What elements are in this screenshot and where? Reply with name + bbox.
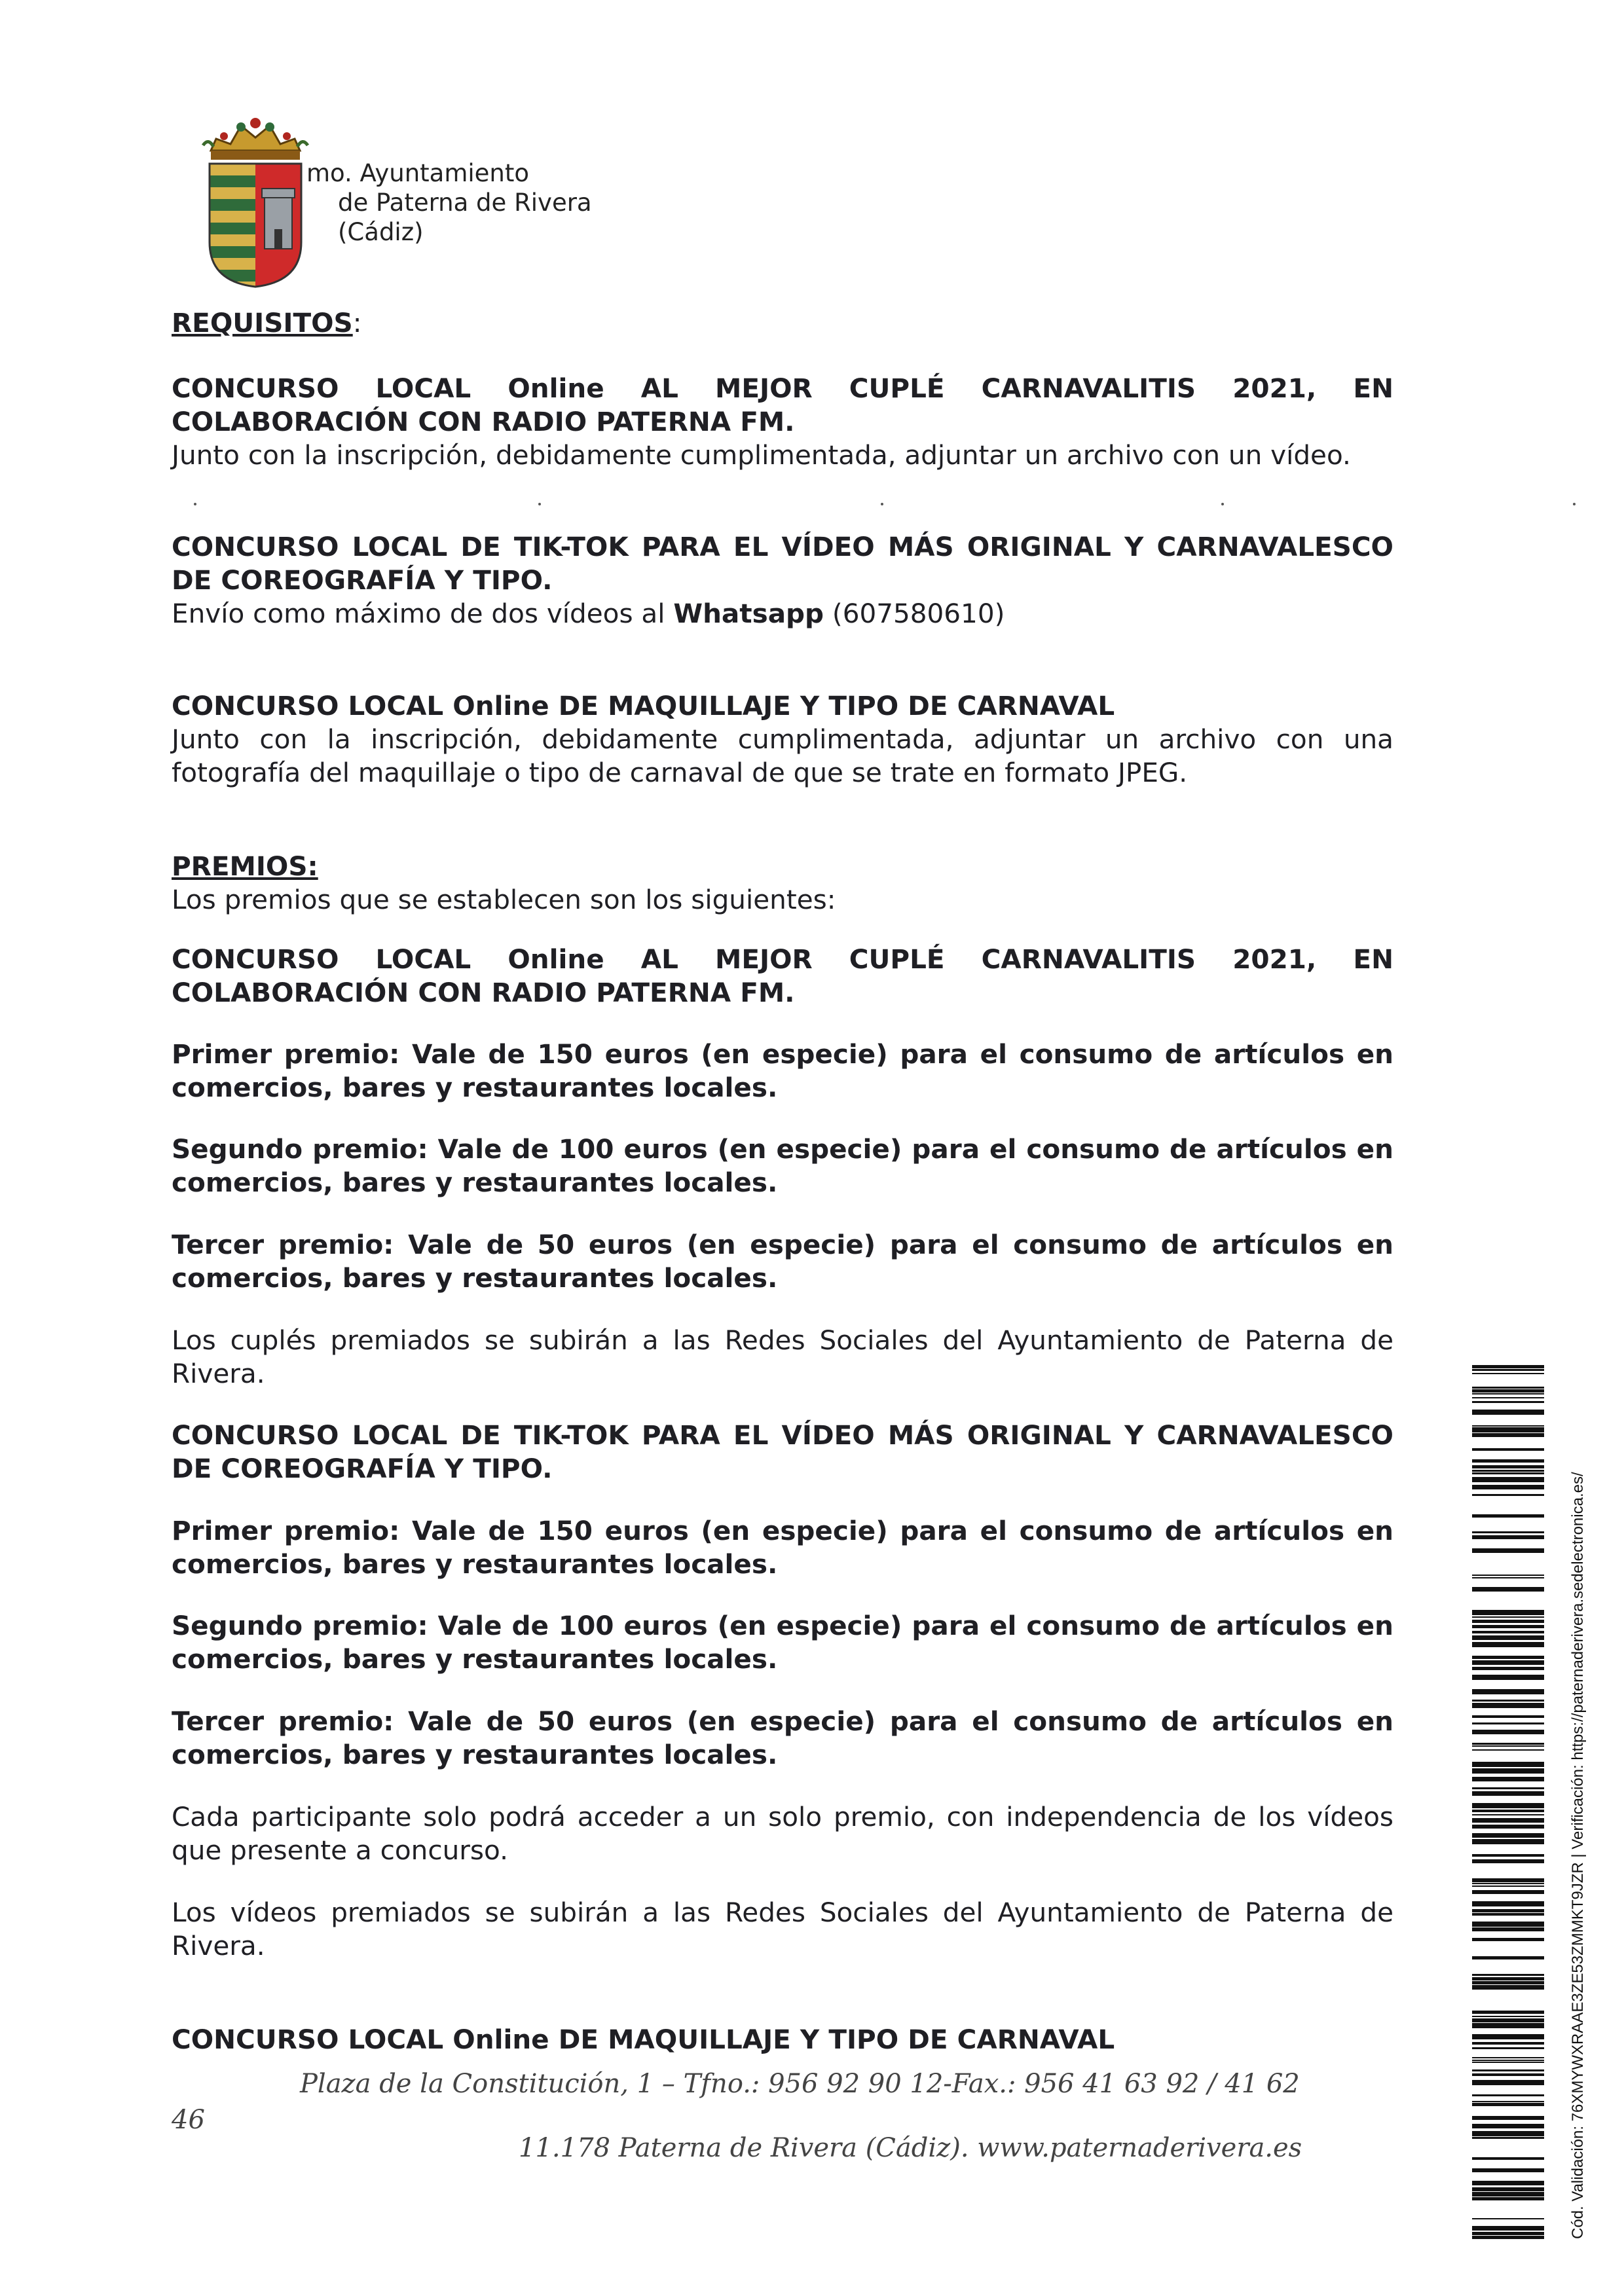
requisitos-tiktok-title: CONCURSO LOCAL DE TIK-TOK PARA EL VÍDEO MÁS ORIGINAL Y CARNAVALESCO DE COREOGRAFÍA Y TIPO. — [172, 531, 1393, 596]
whatsapp-number: (607580610) — [824, 598, 1005, 629]
requisitos-heading: REQUISITOS — [172, 307, 353, 338]
crown-icon — [203, 118, 308, 160]
premios-tiktok-prize-2 — [172, 1609, 1393, 1676]
premios-cuple-prize-3 — [172, 1228, 1393, 1295]
premios-tiktok-note1: Cada participante solo podrá acceder a un solo premio, con independencia de los vídeos que presente a concurso. — [172, 1801, 1393, 1866]
premios-tiktok-prize-3 — [172, 1705, 1393, 1772]
institution-line-2: de Paterna de Rivera — [338, 189, 592, 217]
page-number: 46 — [172, 2105, 205, 2135]
requisitos-tiktok-text — [172, 597, 1393, 630]
premios-tiktok-title: CONCURSO LOCAL DE TIK-TOK PARA EL VÍDEO MÁS ORIGINAL Y CARNAVALESCO DE COREOGRAFÍA Y TIPO. — [172, 1419, 1393, 1484]
prize-text: Primer premio: Vale de 150 euros (en especie) para el consumo de artículos en comercios, bares y restaurantes locales. — [172, 1038, 1393, 1103]
premios-cuple-title-block — [172, 943, 1393, 1010]
shield-icon — [210, 164, 301, 291]
prize-text: Segundo premio: Vale de 100 euros (en especie) para el consumo de artículos en comercios, bares y restaurantes locales. — [172, 1133, 1393, 1198]
requisitos-maquillaje-text: Junto con la inscripción, debidamente cumplimentada, adjuntar un archivo con una fotografía del maquillaje o tipo de carnaval de que se trate en formato JPEG. — [172, 723, 1393, 788]
premios-intro: Los premios que se establecen son los siguientes: — [172, 884, 836, 915]
footer-address: Plaza de la Constitución, 1 – Tfno.: 956 92 90 12-Fax.: 956 41 63 92 / 41 62 — [300, 2069, 1300, 2099]
requisitos-cuple-title: CONCURSO LOCAL Online AL MEJOR CUPLÉ CARNAVALITIS 2021, EN COLABORACIÓN CON RADIO PATERNA FM. — [172, 373, 1393, 437]
whatsapp-label: Whatsapp — [673, 598, 824, 629]
requisitos-maquillaje — [172, 689, 1393, 790]
prize-text: Tercer premio: Vale de 50 euros (en especie) para el consumo de artículos en comercios, bares y restaurantes locales. — [172, 1705, 1393, 1770]
premios-cuple-note-block — [172, 1324, 1393, 1391]
requisitos-cuple — [172, 372, 1393, 472]
institution-line-3: (Cádiz) — [338, 218, 424, 246]
footer-city: 11.178 Paterna de Rivera (Cádiz). www.paternaderivera.es — [519, 2133, 1302, 2163]
premios-tiktok-note1-block — [172, 1800, 1393, 1867]
validation-sidebar — [1472, 1365, 1587, 2239]
requisitos-cuple-text: Junto con la inscripción, debidamente cumplimentada, adjuntar un archivo con un vídeo. — [172, 439, 1351, 471]
prize-text: Segundo premio: Vale de 100 euros (en especie) para el consumo de artículos en comercios, bares y restaurantes locales. — [172, 1610, 1393, 1675]
coat-of-arms-logo — [196, 118, 314, 291]
premios-cuple-prize-2 — [172, 1133, 1393, 1199]
requisitos-heading-block — [172, 306, 1393, 340]
barcode-icon — [1472, 1365, 1544, 2239]
premios-tiktok-prize-1 — [172, 1514, 1393, 1581]
premios-heading-block — [172, 850, 1393, 917]
premios-maquillaje-title-block — [172, 2023, 1393, 2056]
institution-line-1: mo. Ayuntamiento — [306, 159, 530, 187]
premios-tiktok-title-block — [172, 1419, 1393, 1485]
tiktok-text-pre: Envío como máximo de dos vídeos al — [172, 598, 674, 629]
premios-tiktok-note2: Los vídeos premiados se subirán a las Redes Sociales del Ayuntamiento de Paterna de Rivera. — [172, 1897, 1393, 1961]
premios-maquillaje-title: CONCURSO LOCAL Online DE MAQUILLAJE Y TIPO DE CARNAVAL — [172, 2024, 1115, 2055]
prize-text: Primer premio: Vale de 150 euros (en especie) para el consumo de artículos en comercios, bares y restaurantes locales. — [172, 1515, 1393, 1580]
premios-cuple-note: Los cuplés premiados se subirán a las Redes Sociales del Ayuntamiento de Paterna de Rivera. — [172, 1324, 1393, 1389]
requisitos-maquillaje-title: CONCURSO LOCAL Online DE MAQUILLAJE Y TIPO DE CARNAVAL — [172, 690, 1115, 721]
premios-heading: PREMIOS: — [172, 850, 318, 882]
prize-text: Tercer premio: Vale de 50 euros (en especie) para el consumo de artículos en comercios, bares y restaurantes locales. — [172, 1229, 1393, 1294]
validation-code: Cód. Validación: 76XMYWXRAAE3ZE53ZMMKT9JZR | Verificación: https://paternaderivera.sedelectronica.es/ — [1569, 1472, 1587, 2239]
institution-name — [306, 158, 592, 247]
premios-tiktok-note2-block — [172, 1896, 1393, 1963]
premios-cuple-prize-1 — [172, 1038, 1393, 1104]
requisitos-tiktok — [172, 530, 1393, 630]
requisitos-heading-colon: : — [352, 307, 362, 338]
premios-cuple-title: CONCURSO LOCAL Online AL MEJOR CUPLÉ CARNAVALITIS 2021, EN COLABORACIÓN CON RADIO PATERNA FM. — [172, 943, 1393, 1008]
